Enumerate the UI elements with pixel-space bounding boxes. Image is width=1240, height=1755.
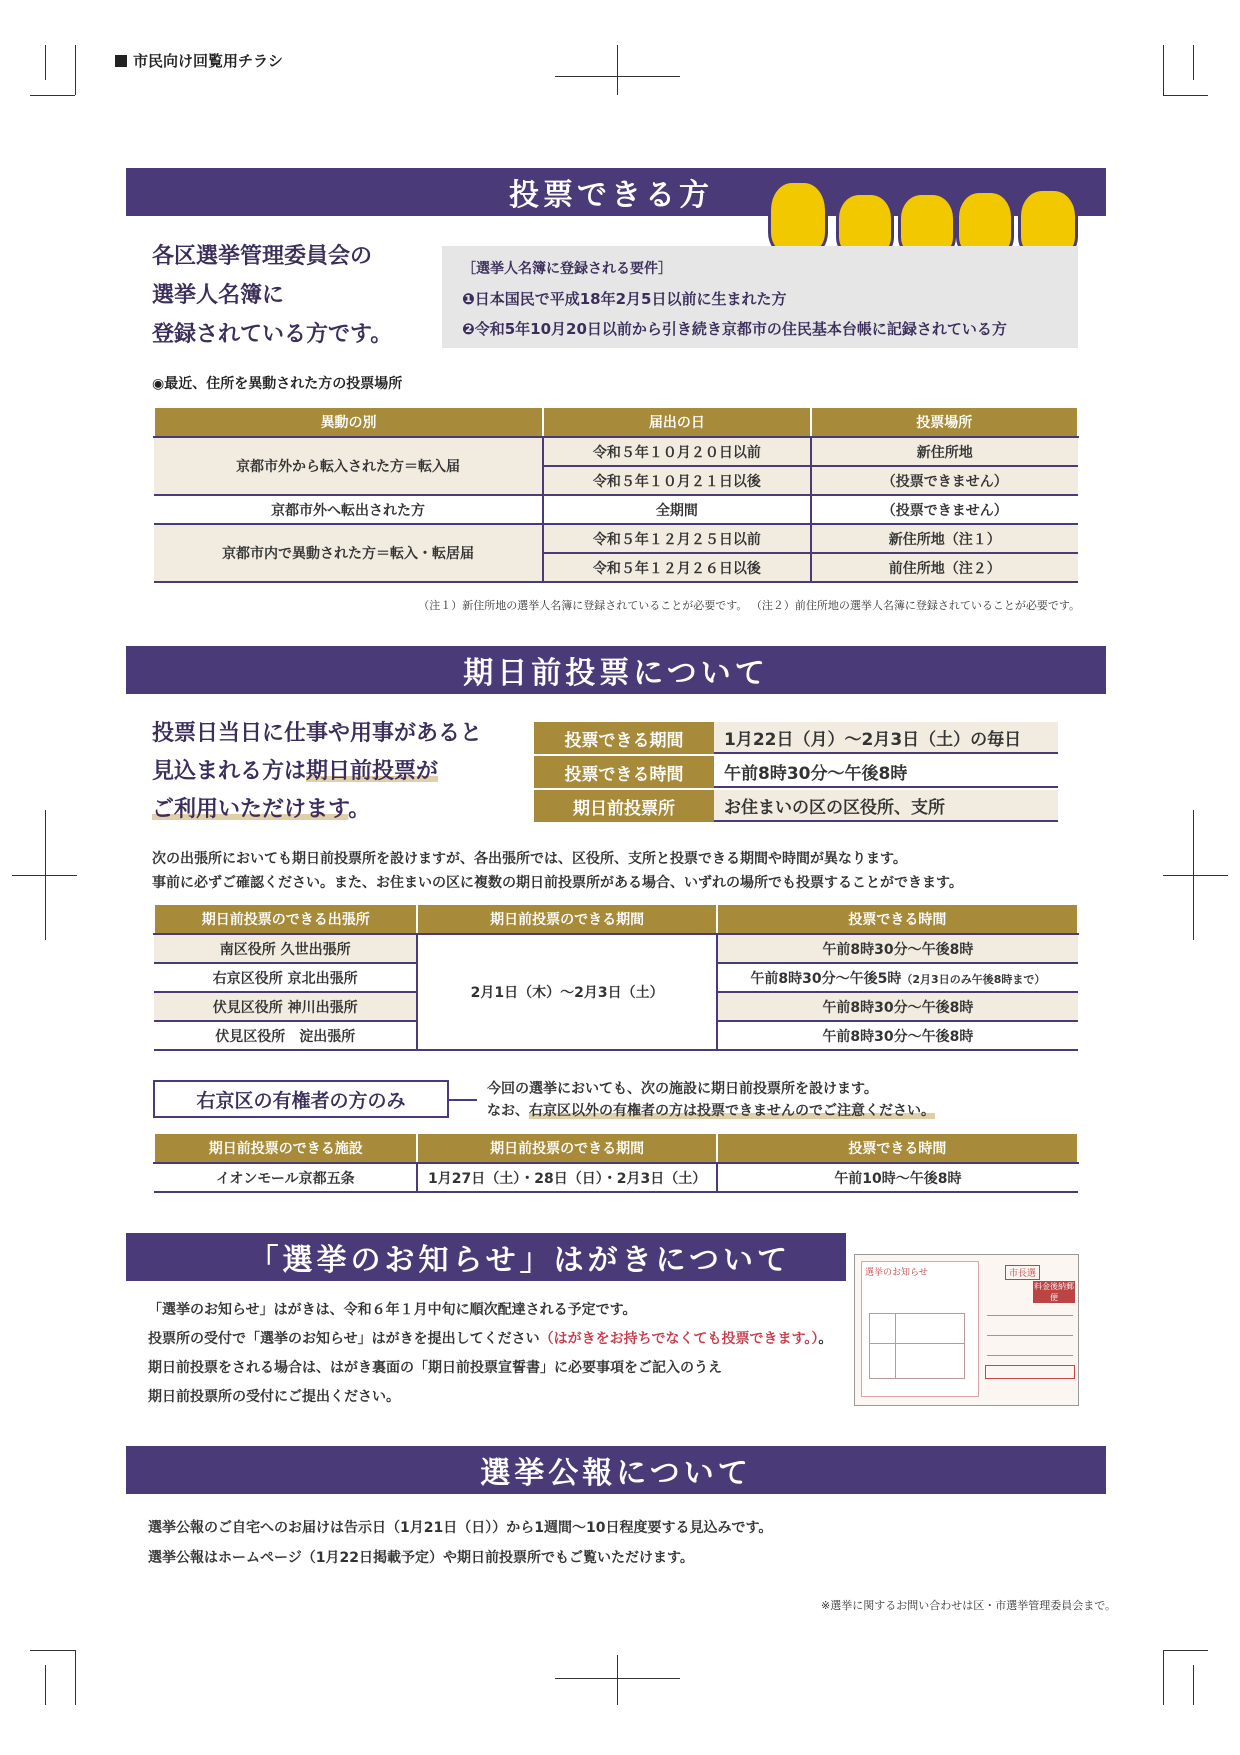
- moved-type: 京都市内で異動された方＝転入・転居届: [154, 524, 543, 582]
- info-value: お住まいの区の区役所、支所: [714, 790, 1058, 822]
- early-lead: 投票日当日に仕事や用事があると 見込まれる方は期日前投票が ご利用いただけます。: [152, 721, 483, 822]
- moved-place: 新住所地（注１）: [811, 524, 1078, 553]
- moved-place: 新住所地: [811, 437, 1078, 466]
- branch-name: 右京区役所 京北出張所: [154, 963, 417, 992]
- bulletin-description: 選挙公報のご自宅へのお届けは告示日（1月21日（日））から1週間～10日程度要する見込みです。 選挙公報はホームページ（1月22日掲載予定）や期日前投票所でもご覧いただけます。: [148, 1520, 773, 1566]
- section-bulletin-title: 選挙公報について: [480, 1456, 752, 1491]
- moved-date: 令和５年１０月２１日以後: [543, 466, 810, 495]
- branch-header: 投票できる時間: [717, 904, 1078, 934]
- eligible-lead: 各区選挙管理委員会の 選挙人名簿に 登録されている方です。: [152, 244, 393, 347]
- moved-date: 令和５年１０月２０日以前: [543, 437, 810, 466]
- facility-header: 期日前投票のできる期間: [417, 1133, 716, 1163]
- moved-date: 全期間: [543, 495, 810, 524]
- mascot-1: [768, 180, 828, 255]
- early-info-period: [534, 722, 1058, 754]
- section-eligible-title: 投票できる方: [509, 178, 713, 213]
- facility-time: 午前10時～午後8時: [717, 1163, 1078, 1192]
- section-bulletin-banner: [126, 1446, 1106, 1494]
- ukyo-label: 右京区の有権者の方のみ: [196, 1089, 406, 1112]
- info-value: 午前8時30分～午後8時: [714, 756, 1058, 788]
- moved-place: 前住所地（注２）: [811, 553, 1078, 582]
- info-label: 期日前投票所: [534, 790, 714, 822]
- section-postcard-banner: [126, 1233, 846, 1281]
- branch-name: 南区役所 久世出張所: [154, 934, 417, 963]
- postcard-description: 「選挙のお知らせ」はがきは、令和６年１月中旬に順次配達される予定です。 投票所の受付で「選挙のお知らせ」はがきを提出してください（はがきをお持ちでなくても投票できます。）。 期日前投票をされる場合は、はがき裏面の「期日前投票宣誓書」に必要事項をご記入のうえ 期日前投票所の受付にご提出ください。: [148, 1302, 833, 1405]
- moved-note: （注１）新住所地の選挙人名簿に登録されていることが必要です。 （注２）前住所地の選挙人名簿に登録されていることが必要です。: [418, 599, 1080, 612]
- section-early-title: 期日前投票について: [463, 656, 769, 691]
- moved-type: 京都市外へ転出された方: [154, 495, 543, 524]
- branch-period: 2月1日（木）～2月3日（土）: [417, 934, 716, 1050]
- facility-header: 期日前投票のできる施設: [154, 1133, 417, 1163]
- moved-place: （投票できません）: [811, 466, 1078, 495]
- requirement-item: ❶日本国民で平成18年2月5日以前に生まれた方: [462, 290, 787, 308]
- early-info-time: [534, 756, 1058, 788]
- postcard-tag: 市長選: [1005, 1265, 1040, 1280]
- facility-name: イオンモール京都五条: [154, 1163, 417, 1192]
- section-early-banner: [126, 646, 1106, 694]
- branch-time: 午前8時30分～午後8時: [717, 1021, 1078, 1050]
- branch-header: 期日前投票のできる出張所: [154, 904, 417, 934]
- moved-header: 届出の日: [543, 407, 810, 437]
- postcard-image: [854, 1254, 1079, 1406]
- requirements-title: ［選挙人名簿に登録される要件］: [462, 261, 672, 277]
- facility-table: [153, 1132, 1079, 1193]
- ukyo-connector: [449, 1099, 477, 1101]
- facility-period: 1月27日（土）・28日（日）・2月3日（土）: [417, 1163, 716, 1192]
- ukyo-label-box: [153, 1080, 449, 1118]
- moved-date: 令和５年１２月２６日以後: [543, 553, 810, 582]
- moved-title: ◉最近、住所を異動された方の投票場所: [152, 376, 403, 392]
- branch-time: 午前8時30分～午後5時（2月3日のみ午後8時まで）: [717, 963, 1078, 992]
- branch-time: 午前8時30分～午後8時: [717, 934, 1078, 963]
- moved-table: [153, 406, 1079, 583]
- moved-type: 京都市外から転入された方＝転入届: [154, 437, 543, 495]
- ukyo-text: 今回の選挙においても、次の施設に期日前投票所を設けます。 なお、右京区以外の有権者の方は投票できませんのでご注意ください。: [487, 1081, 935, 1119]
- footer-note: ※選挙に関するお問い合わせは区・市選挙管理委員会まで。: [821, 1599, 1116, 1612]
- info-value: 1月22日（月）～2月3日（土）の毎日: [714, 722, 1058, 754]
- square-icon: [115, 55, 127, 67]
- branch-table: [153, 903, 1079, 1051]
- postcard-label: 選挙のお知らせ: [865, 1268, 928, 1278]
- requirements-box: [442, 246, 1078, 348]
- moved-date: 令和５年１２月２５日以前: [543, 524, 810, 553]
- section-postcard-title: 「選挙のお知らせ」はがきについて: [248, 1243, 791, 1278]
- branch-time: 午前8時30分～午後8時: [717, 992, 1078, 1021]
- early-description: 次の出張所においても期日前投票所を設けますが、各出張所では、区役所、支所と投票できる期間や時間が異なります。 事前に必ずご確認ください。また、お住まいの区に複数の期日前投票所がある場合、いずれの場所でも投票することができます。: [152, 851, 963, 891]
- header-tag: 市民向け回覧用チラシ: [115, 50, 283, 71]
- info-label: 投票できる期間: [534, 722, 714, 754]
- moved-place: （投票できません）: [811, 495, 1078, 524]
- info-label: 投票できる時間: [534, 756, 714, 788]
- facility-header: 投票できる時間: [717, 1133, 1078, 1163]
- moved-header: 投票場所: [811, 407, 1078, 437]
- moved-header: 異動の別: [154, 407, 543, 437]
- branch-name: 伏見区役所 淀出張所: [154, 1021, 417, 1050]
- postcard-postage: 料金後納郵便: [1034, 1282, 1074, 1302]
- requirement-item: ❷令和5年10月20日以前から引き続き京都市の住民基本台帳に記録されている方: [462, 320, 1007, 338]
- branch-name: 伏見区役所 神川出張所: [154, 992, 417, 1021]
- branch-header: 期日前投票のできる期間: [417, 904, 716, 934]
- early-info-place: [534, 790, 1058, 822]
